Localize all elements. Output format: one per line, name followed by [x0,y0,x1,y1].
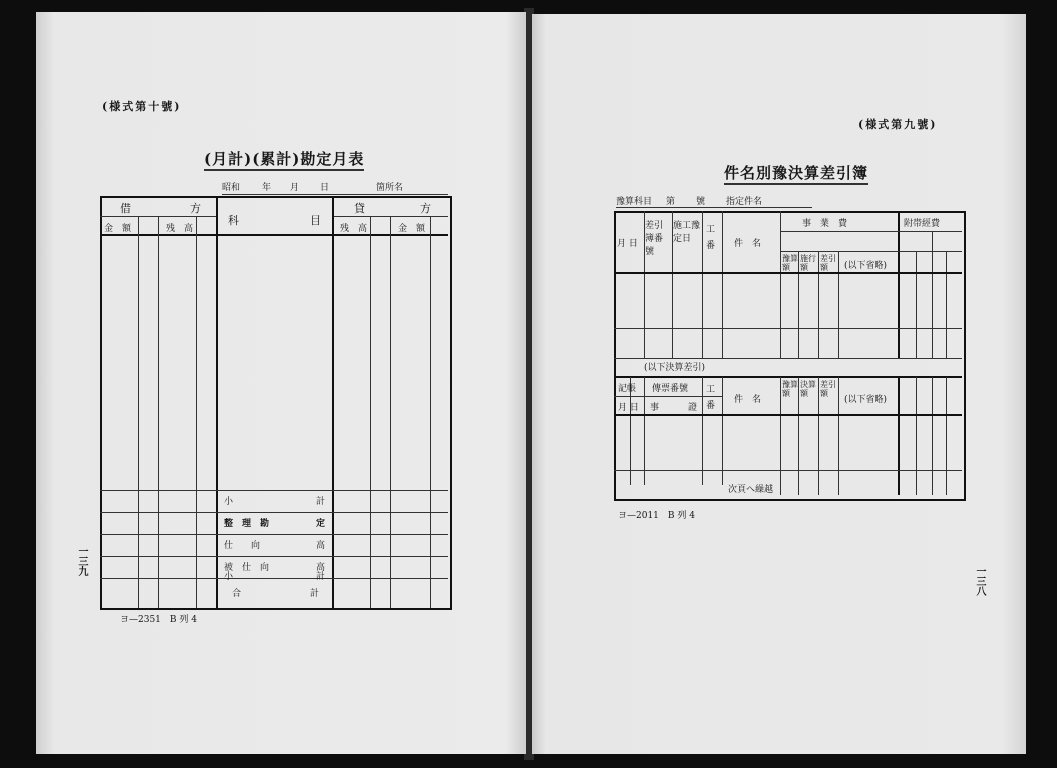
item-name-header: 件 名 [734,239,762,249]
job-no-header: 工番 [706,225,716,251]
summary-total-a: 合 [232,589,242,599]
lower-budget-header: 豫算額 [782,380,798,398]
omitted-note: (以下省略) [844,261,888,271]
summary-inward-b: 高 [316,563,326,573]
year-label: 年 [262,183,272,193]
summary-inward-a: 被 仕 向 [224,563,270,573]
voucher-type-b: 證 [688,403,698,413]
month-label: 月 [290,183,300,193]
summary-total-b: 計 [310,589,320,599]
summary-adjust-a: 整 理 勘 [224,519,270,529]
form-title: (月計)(累計)勘定月表 [204,148,364,171]
ledger-no-header: 差引簿番號 [645,221,664,257]
form-code: ヨ—2011 B 列 4 [618,511,695,521]
voucher-type-a: 事 [650,403,660,413]
day-label: 日 [320,183,330,193]
credit-side-label: 方 [420,202,431,215]
summary-outward-a: 仕 向 [224,541,261,551]
lower-job-no-header: 工番 [706,385,716,411]
left-page [36,12,526,754]
lower-date-header: 月 日 [618,403,639,413]
settlement-amount-header: 決算額 [800,380,816,398]
lower-difference-header: 差引額 [820,380,836,398]
difference-header: 差引額 [820,254,836,272]
summary-subtotal-b: 計 [316,497,326,507]
summary-outward-b: 高 [316,541,326,551]
page-number: 一三八 [974,566,985,596]
date-underline [222,194,448,195]
project-cost-header: 事 業 費 [802,219,848,229]
era-label: 昭和 [222,183,241,193]
credit-label: 貸 [354,202,365,215]
form-number: (様式第九號) [858,118,938,131]
lower-omitted-note: (以下省略) [844,395,888,405]
subject-label: 科 [228,214,239,227]
ledger-frame [100,196,452,610]
form-title: 件名別豫決算差引簿 [724,162,868,185]
budget-item-no-b: 號 [696,197,706,207]
form-code: ヨ—2351 B 列 4 [120,615,197,625]
right-page [532,14,1026,754]
budget-item-no-a: 第 [666,197,676,207]
posting-header: 記帳 [618,384,637,394]
debit-side-label: 方 [190,202,201,215]
credit-balance-header: 残 高 [340,224,368,234]
date-header: 月 日 [617,239,638,249]
summary-adjust-b: 定 [316,519,326,529]
schedule-date-header: 施工豫定日 [673,221,701,244]
budget-amount-header: 豫算額 [782,254,798,272]
ancillary-cost-header: 附帯經費 [904,219,941,229]
summary-subtotal-a: 小 [224,497,234,507]
voucher-no-header: 傳票番號 [652,384,689,394]
executed-amount-header: 施行額 [800,254,816,272]
form-number: (様式第十號) [102,100,182,113]
carry-forward-note: 次頁へ繰越 [728,485,774,495]
summary-subtotal2-b: 計 [316,572,326,582]
designated-item-label: 指定件名 [726,197,763,207]
subject-label-b: 目 [310,214,321,227]
place-label: 箇所名 [376,183,404,193]
settlement-note: (以下決算差引) [644,363,706,373]
summary-subtotal2-a: 小 [224,572,234,582]
debit-amount-header: 金 額 [104,224,132,234]
lower-item-name-header: 件 名 [734,395,762,405]
debit-balance-header: 残 高 [166,224,194,234]
budget-item-label: 豫算科目 [616,197,653,207]
credit-amount-header: 金 額 [398,224,426,234]
debit-label: 借 [120,202,131,215]
page-number: 一三九 [76,546,87,576]
